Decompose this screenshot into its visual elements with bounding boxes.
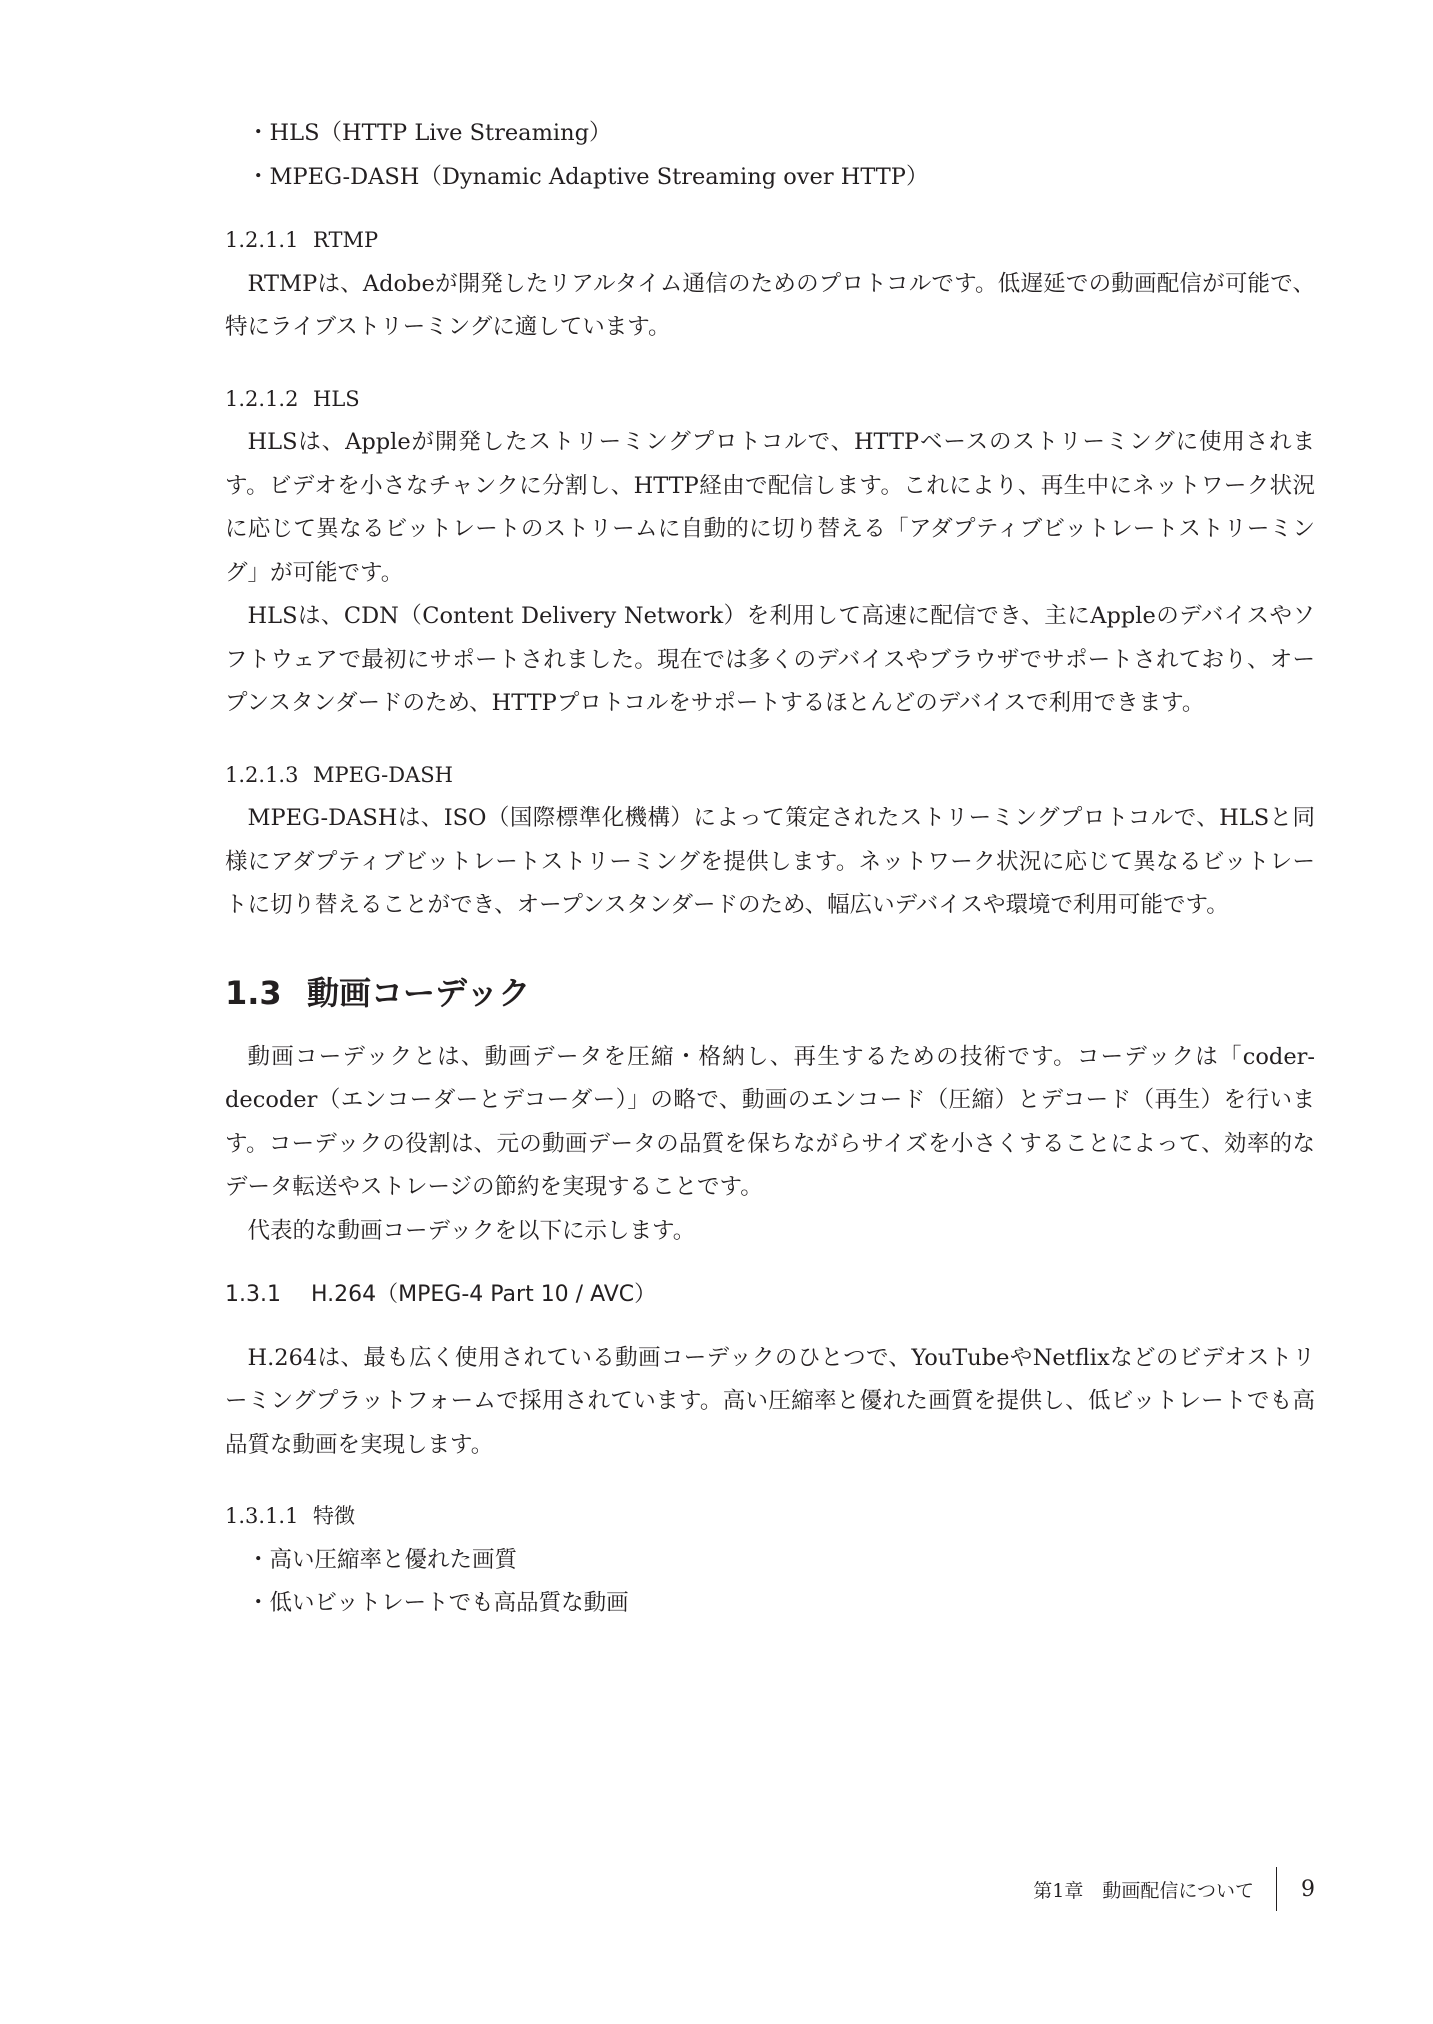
chapter-title: 第1章 動画配信について: [1033, 1879, 1254, 1902]
heading-title: MPEG-DASH: [313, 762, 453, 787]
heading-number: 1.2.1.1: [225, 228, 299, 252]
heading-number: 1.2.1.2: [225, 386, 299, 411]
heading-section-1-3-1: [225, 1273, 1315, 1317]
heading-number: 1.2.1.3: [225, 762, 299, 787]
bullet-feature-1: ・高い圧縮率と優れた画質: [247, 1546, 518, 1573]
heading-number: 1.3: [225, 973, 282, 1012]
paragraph-rtmp: RTMPは、Adobeが開発したリアルタイム通信のためのプロトコルです。低遅延での動画配信が可能で、特にライブストリーミングに適しています。: [225, 270, 1315, 340]
bullet-mpeg-dash: ・MPEG-DASH（Dynamic Adaptive Streaming over HTTP）: [247, 163, 929, 190]
heading-title: RTMP: [313, 228, 379, 252]
heading-features: [225, 1495, 1315, 1539]
paragraph-h264: H.264は、最も広く使用されている動画コーデックのひとつで、YouTubeやNetflixなどのビデオストリーミングプラットフォームで採用されています。高い圧縮率と優れた画質を提供し、低ビットレートでも高品質な動画を実現します。: [225, 1344, 1315, 1458]
paragraph-codec-1: 動画コーデックとは、動画データを圧縮・格納し、再生するための技術です。コーデックは「coder-decoder（エンコーダーとデコーダー）」の略で、動画のエンコード（圧縮）とデコード（再生）を行います。コーデックの役割は、元の動画データの品質を保ちながらサイズを小さくすることによって、効率的なデータ転送やストレージの節約を実現することです。: [225, 1043, 1315, 1200]
heading-title: 動画コーデック: [307, 973, 531, 1012]
heading-number: 1.3.1.1: [225, 1504, 299, 1528]
page-footer: [1033, 1867, 1315, 1911]
paragraph-codec-2: 代表的な動画コーデックを以下に示します。: [247, 1217, 696, 1244]
heading-title: H.264（MPEG-4 Part 10 / AVC）: [311, 1282, 657, 1307]
paragraph-mpeg-dash: MPEG-DASHは、ISO（国際標準化機構）によって策定されたストリーミングプロトコルで、HLSと同様にアダプティブビットレートストリーミングを提供します。ネットワーク状況に応じて異なるビットレートに切り替えることができ、オープンスタンダードのため、幅広いデバイスや環境で利用可能です。: [225, 805, 1315, 918]
heading-section-1-3: [225, 970, 1315, 1016]
heading-title: HLS: [313, 386, 360, 411]
page-content: [225, 112, 1315, 1626]
heading-mpeg-dash: [225, 754, 1315, 798]
page-number: 9: [1301, 1876, 1315, 1902]
heading-rtmp: [225, 219, 1315, 263]
footer-divider: [1276, 1867, 1277, 1911]
paragraph-hls-2: HLSは、CDN（Content Delivery Network）を利用して高速に配信でき、主にAppleのデバイスやソフトウェアで最初にサポートされました。現在では多くのデバイスやブラウザでサポートされており、オープンスタンダードのため、HTTPプロトコルをサポートするほとんどのデバイスで利用できます。: [225, 603, 1315, 716]
paragraph-hls-1: HLSは、Appleが開発したストリーミングプロトコルで、HTTPベースのストリーミングに使用されます。ビデオを小さなチャンクに分割し、HTTP経由で配信します。これにより、再生中にネットワーク状況に応じて異なるビットレートのストリームに自動的に切り替える「アダプティブビットレートストリーミング」が可能です。: [225, 429, 1315, 586]
heading-number: 1.3.1: [225, 1282, 281, 1307]
bullet-feature-2: ・低いビットレートでも高品質な動画: [247, 1590, 629, 1616]
heading-title: 特徴: [313, 1504, 355, 1528]
bullet-hls: ・HLS（HTTP Live Streaming）: [247, 120, 612, 146]
heading-hls: [225, 378, 1315, 422]
